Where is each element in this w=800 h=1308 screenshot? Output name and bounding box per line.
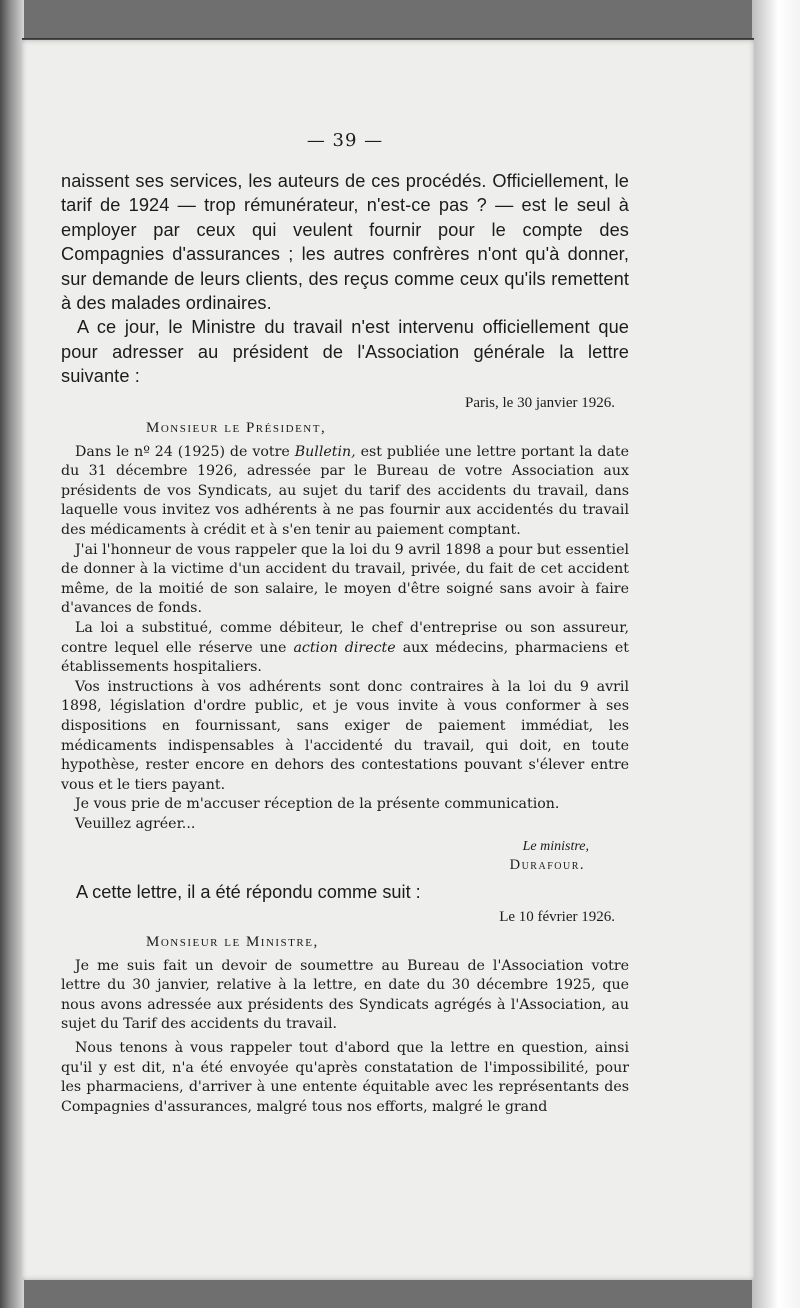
minister-letter [61,395,629,874]
letter1-dateline: Paris, le 30 janvier 1926. [465,394,615,411]
letter2-paragraph-1: Je me suis fait un devoir de soumettre au Bureau de l'Association votre lettre du 30 janvier, relative à la lettre, en date du 30 décembre 1925, que nous avons adressée aux présidents des Syndicats agrégés à l'Association, au sujet du Tarif des accidents du travail. [61,957,629,1033]
letter1-p3-text-b: aux médecins, pharmaciens et établissements hospitaliers. [61,639,629,676]
page-content [61,130,629,1117]
intro-paragraph-2: A ce jour, le Ministre du travail n'est intervenu officiellement que pour adresser au président de l'Association générale la lettre suivante : [61,317,629,387]
letter1-paragraph-5: Je vous prie de m'accuser réception de la présente communication. [75,796,560,813]
letter1-paragraph-1 [61,443,629,541]
intro-section [61,169,629,389]
letter1-p3-italic: action directe [293,639,396,656]
letter1-paragraph-4: Vos instructions à vos adhérents sont donc contraires à la loi du 9 avril 1898, législation d'ordre public, et je vous invite à vous conformer à ses dispositions en fournissant, sans exiger de paiement immédiat, les médicaments indispensables à l'accidenté du travail, qui doit, en toute hypothèse, rester encore en dehors des contestations pouvant s'élever entre vous et le tiers payant. [61,678,629,793]
letter1-p1-text-a: Dans le nº 24 (1925) de votre [75,443,295,460]
letter1-p3-text-a: La loi a substitué, comme débiteur, le chef d'entreprise ou son assureur, contre lequel elle réserve une [61,620,629,656]
letter1-signature-title: Le ministre, [522,838,589,854]
scan-left-edge [0,0,24,1308]
letter1-p1-italic: Bulletin, [294,443,356,460]
letter2-paragraph-2: Nous tenons à vous rappeler tout d'abord que la lettre en question, ainsi qu'il y est dit, n'a été envoyée qu'après constatation de l'impossibilité, pour les pharmaciens, d'arriver à une entente équitable avec les représentants des Compagnies d'assurances, malgré tous nos efforts, malgré le grand [61,1039,629,1115]
intro-paragraph-1: naissent ses services, les auteurs de ces procédés. Officiellement, le tarif de 1924 — trop rémunérateur, n'est-ce pas ? — est le seul à employer par ceux qui veulent fournir pour le compte des Compagnies d'assurances ; les autres confrères n'ont qu'à donner, sur demande de leurs clients, des reçus comme ceux qu'ils remettent à des malades ordinaires. [61,171,629,314]
letter1-p1-text-b: est publiée une lettre portant la date du 31 décembre 1926, adressée par le Bureau de votre Association aux présidents de vos Syndicats, au sujet du tarif des accidents du travail, dans laquelle vous invitez vos adhérents à ne pas fournir aux accidentés du travail des médicaments à crédit et à s'en tenir au paiement comptant. [61,443,629,539]
letter1-salutation: Monsieur le Président, [146,419,327,436]
association-letter [61,909,629,1118]
reply-intro: A cette lettre, il a été répondu comme suit : [76,881,421,902]
scan-right-edge [752,0,800,1308]
letter1-paragraph-3 [61,619,629,678]
letter1-signature-name: Durafour. [509,856,585,873]
page-number: — 39 — [306,130,384,151]
letter2-dateline: Le 10 février 1926. [499,908,615,925]
letter1-paragraph-2: J'ai l'honneur de vous rappeler que la loi du 9 avril 1898 a pour but essentiel de donner à la victime d'un accident du travail, privée, du fait de cet accident même, de la moitié de son salaire, le moyen d'être soigné sans avoir à faire d'avances de fonds. [61,541,629,617]
letter1-paragraph-6: Veuillez agréer... [75,815,196,832]
letter2-salutation: Monsieur le Ministre, [146,933,319,950]
